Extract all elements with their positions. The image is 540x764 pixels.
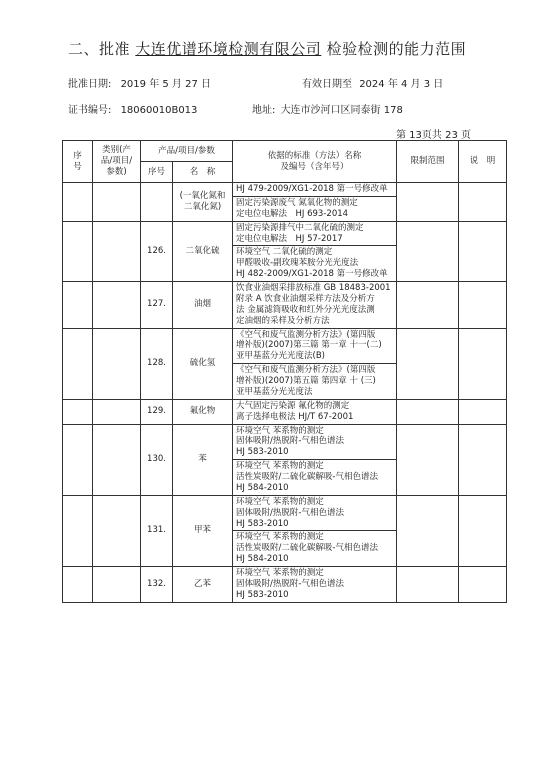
- standard-line: 亚甲基蓝分光光度法(B): [236, 351, 325, 362]
- standard-cell: [233, 328, 397, 364]
- capability-table: [62, 140, 507, 603]
- standard-line: 《空气和废气监测分析方法》(第四版: [236, 365, 376, 376]
- item-name-line: 二氧化硫: [185, 245, 220, 256]
- standard-cell: [233, 460, 397, 496]
- item-name-line: (一氧化氮和: [179, 190, 226, 201]
- item-name-cell: [173, 221, 233, 281]
- note-cell: [459, 567, 507, 603]
- standard-line: 大气固定污染源 氟化物的测定: [236, 400, 350, 411]
- standard-cell: [233, 183, 397, 197]
- sub-seq-cell: 128.: [141, 328, 173, 399]
- approval-date-value: 2019 年 5 月 27 日: [120, 79, 211, 90]
- item-name-cell: [173, 567, 233, 603]
- valid-date-label: 有效日期至: [302, 79, 352, 90]
- sub-seq-cell: 127.: [141, 282, 173, 329]
- sub-seq-cell: [141, 183, 173, 222]
- standard-line: 环境空气 苯系物的测定: [236, 461, 324, 472]
- certificate-number: [68, 101, 197, 116]
- product-group-header: 产品/项目/参数: [141, 141, 233, 162]
- limit-cell: [397, 183, 459, 222]
- standard-line: 增补版)(2007)第五篇 第四章 十 (三): [236, 376, 376, 386]
- approval-date: [68, 75, 211, 90]
- category-cell: [93, 399, 141, 424]
- address-value: 大连市沙河口区同泰街 178: [280, 105, 403, 116]
- note-cell: [459, 221, 507, 281]
- title-suffix: 检验检测的能力范围: [326, 40, 467, 58]
- seq-cell: [63, 183, 93, 222]
- item-name-line: 氟化物: [189, 406, 216, 417]
- standard-line: 环境空气 苯系物的测定: [236, 532, 324, 543]
- standard-line: HJ 583-2010: [236, 518, 289, 529]
- limit-cell: [397, 328, 459, 399]
- table-row: [63, 282, 507, 329]
- seq-cell: [63, 424, 93, 495]
- category-cell: [93, 183, 141, 222]
- seq-cell: [63, 328, 93, 399]
- sub-seq-cell: 130.: [141, 424, 173, 495]
- limit-header: 限制范围: [397, 141, 459, 183]
- category-cell: [93, 328, 141, 399]
- standard-line: 离子选择电极法 HJ/T 67-2001: [236, 411, 354, 422]
- category-cell: [93, 567, 141, 603]
- item-name-cell: [173, 495, 233, 566]
- note-cell: [459, 495, 507, 566]
- cert-label: 证书编号:: [68, 105, 112, 116]
- standard-line: 环境空气 苯系物的测定: [236, 568, 324, 578]
- item-name-line: 乙苯: [194, 578, 212, 589]
- valid-date-value: 2024 年 4 月 3 日: [359, 79, 444, 90]
- note-cell: [459, 424, 507, 495]
- item-name-cell: [173, 424, 233, 495]
- sub-seq-cell: 132.: [141, 567, 173, 603]
- name-header: 名 称: [173, 162, 233, 183]
- standard-line: HJ 479-2009/XG1-2018 第一号修改单: [236, 184, 388, 194]
- standard-line: 活性炭吸附/二硫化碳解吸-气相色谱法: [236, 472, 378, 482]
- standard-header: 依据的标准（方法）名称 及编号（含年号）: [233, 141, 397, 183]
- note-header: 说 明: [459, 141, 507, 183]
- limit-cell: [397, 495, 459, 566]
- standard-line: 定油烟的采样及分析方法: [236, 315, 330, 326]
- item-name-line: 二氧化氮): [183, 201, 222, 212]
- standard-cell: [233, 364, 397, 400]
- standard-cell: [233, 221, 397, 246]
- table-row: [63, 183, 507, 197]
- standard-line: 法 金属滤筒吸收和红外分光光度法测: [236, 304, 375, 315]
- page-indicator: 第 13页共 23 页: [396, 130, 471, 141]
- category-cell: [93, 424, 141, 495]
- seq-cell: [63, 495, 93, 566]
- standard-cell: [233, 567, 397, 603]
- standard-line: 亚甲基蓝分光光度法: [236, 386, 313, 397]
- item-name-cell: [173, 328, 233, 399]
- standard-cell: [233, 196, 397, 221]
- category-cell: [93, 495, 141, 566]
- limit-cell: [397, 282, 459, 329]
- valid-date: [302, 75, 443, 90]
- sub-seq-cell: 131.: [141, 495, 173, 566]
- standard-line: 定电位电解法 HJ 57-2017: [236, 233, 343, 244]
- table-row: [63, 495, 507, 531]
- item-name-line: 油烟: [194, 299, 212, 310]
- standard-cell: [233, 531, 397, 567]
- page-title: [68, 38, 466, 59]
- table-row: [63, 567, 507, 603]
- address-label: 地址:: [252, 105, 276, 116]
- note-cell: [459, 328, 507, 399]
- standard-line: HJ 482-2009/XG1-2018 第一号修改单: [236, 269, 388, 280]
- standard-line: 饮食业油烟采排放标准 GB 18483-2001: [236, 283, 391, 293]
- title-prefix: 二、批准: [68, 40, 131, 58]
- cert-value: 18060010B013: [120, 105, 198, 116]
- standard-line: 环境空气 苯系物的测定: [236, 496, 324, 507]
- standard-line: 增补版)(2007)第三篇 第一章 十一(二): [236, 340, 382, 351]
- standard-line: HJ 584-2010: [236, 554, 289, 565]
- table-row: [63, 328, 507, 364]
- standard-line: 固定污染源废气 氮氧化物的测定: [236, 197, 358, 208]
- standard-line: 甲醛吸收-副玫瑰苯胺分光光度法: [236, 258, 359, 269]
- item-name-line: 甲苯: [194, 525, 212, 536]
- category-cell: [93, 221, 141, 281]
- limit-cell: [397, 567, 459, 603]
- note-cell: [459, 183, 507, 222]
- table-row: [63, 399, 507, 424]
- item-name-cell: [173, 282, 233, 329]
- category-header: 类别(产 品/项目/ 参数): [93, 141, 141, 183]
- standard-cell: [233, 399, 397, 424]
- limit-cell: [397, 424, 459, 495]
- standard-cell: [233, 282, 397, 329]
- standard-line: 固体吸附/热脱附-气相色谱法: [236, 507, 344, 518]
- seq-cell: [63, 399, 93, 424]
- standard-cell: [233, 495, 397, 531]
- seq-cell: [63, 282, 93, 329]
- standard-line: 固体吸附/热脱附-气相色谱法: [236, 436, 344, 447]
- note-cell: [459, 399, 507, 424]
- standard-line: 固定污染源排气中二氧化硫的测定: [236, 222, 364, 233]
- seq-header: 序 号: [63, 141, 93, 183]
- standard-line: 定电位电解法 HJ 693-2014: [236, 208, 349, 219]
- sub-seq-cell: 129.: [141, 399, 173, 424]
- table-row: [63, 424, 507, 460]
- limit-cell: [397, 399, 459, 424]
- standard-line: 环境空气 苯系物的测定: [236, 425, 324, 436]
- standard-cell: [233, 424, 397, 460]
- standard-line: 附录 A 饮食业油烟采样方法及分析方: [236, 293, 375, 304]
- item-name-cell: [173, 399, 233, 424]
- item-name-line: 硫化氢: [189, 358, 216, 369]
- sub-seq-header: 序号: [141, 162, 173, 183]
- item-name-line: 苯: [198, 454, 207, 465]
- organization-name: 大连优谱环境检测有限公司: [135, 40, 322, 58]
- standard-line: HJ 584-2010: [236, 482, 289, 493]
- address: [252, 101, 403, 116]
- standard-line: 《空气和废气监测分析方法》(第四版: [236, 329, 376, 340]
- standard-cell: [233, 246, 397, 282]
- standard-line: HJ 583-2010: [236, 447, 289, 458]
- sub-seq-cell: 126.: [141, 221, 173, 281]
- standard-line: 活性炭吸附/二硫化碳解吸-气相色谱法: [236, 543, 378, 554]
- standard-line: 固体吸附/热脱附-气相色谱法: [236, 578, 344, 589]
- standard-line: HJ 583-2010: [236, 589, 289, 600]
- note-cell: [459, 282, 507, 329]
- limit-cell: [397, 221, 459, 281]
- standard-line: 环境空气 二氧化硫的测定: [236, 247, 333, 258]
- item-name-cell: [173, 183, 233, 222]
- table-row: [63, 221, 507, 246]
- category-cell: [93, 282, 141, 329]
- approval-date-label: 批准日期:: [68, 79, 112, 90]
- seq-cell: [63, 221, 93, 281]
- seq-cell: [63, 567, 93, 603]
